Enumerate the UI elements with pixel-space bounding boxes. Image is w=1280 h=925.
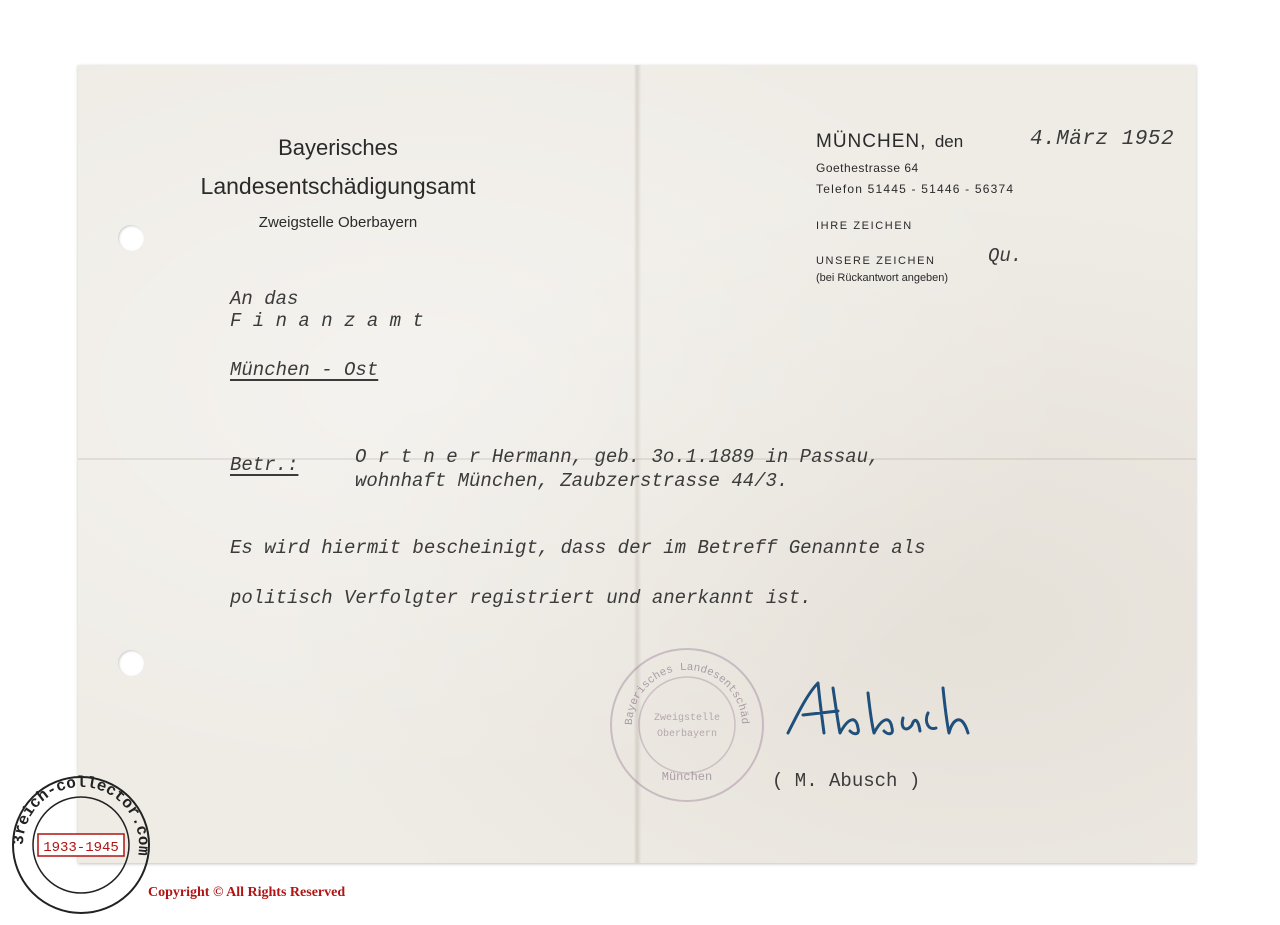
- unsere-zeichen-label: UNSERE ZEICHEN: [816, 255, 936, 267]
- letter-paper: [78, 65, 1196, 863]
- ihre-zeichen-label: IHRE ZEICHEN: [816, 220, 913, 232]
- subject-label: Betr.:: [230, 454, 299, 476]
- header-address: Goethestrasse 64: [816, 161, 919, 175]
- body-line-1: Es wird hiermit bescheinigt, dass der im Betreff Genannte als: [230, 537, 926, 559]
- sender-line-1: Bayerisches: [278, 135, 398, 160]
- punch-hole-top: [118, 225, 144, 251]
- recipient-line-2: F i n a n z a m t: [230, 310, 424, 332]
- subject-line-2: wohnhaft München, Zaubzerstrasse 44/3.: [355, 470, 789, 492]
- header-phone: Telefon 51445 - 51446 - 56374: [816, 182, 1015, 196]
- stamp-graphic: [612, 650, 762, 800]
- stamp-center-2: Oberbayern: [656, 729, 718, 740]
- unsere-zeichen-value: Qu.: [988, 245, 1023, 267]
- office-stamp: [610, 648, 764, 802]
- subject-line-1: O r t n e r Hermann, geb. 3o.1.1889 in Passau,: [355, 446, 880, 468]
- signature-name: ( M. Abusch ): [772, 770, 921, 792]
- reply-note: (bei Rückantwort angeben): [816, 272, 949, 284]
- signature-scribble: [778, 673, 988, 753]
- header-den: den: [934, 132, 964, 151]
- collector-watermark: [6, 770, 156, 920]
- header-city-line: [816, 131, 963, 153]
- sender-line-3: Zweigstelle Oberbayern: [258, 214, 418, 231]
- recipient-line-1: An das: [230, 288, 299, 310]
- body-line-2: politisch Verfolgter registriert und anerkannt ist.: [230, 587, 812, 609]
- sender-block: [168, 135, 508, 231]
- stamp-ring-text: Bayerisches Landesentschäd: [623, 661, 751, 726]
- watermark-years: 1933-1945: [43, 840, 119, 856]
- recipient-line-3: München - Ost: [230, 359, 379, 381]
- header-city: MÜNCHEN,: [816, 131, 927, 152]
- watermark-logo: [6, 770, 156, 920]
- stamp-bottom: München: [661, 770, 713, 784]
- stamp-center-1: Zweigstelle: [653, 713, 721, 724]
- punch-hole-bottom: [118, 650, 144, 676]
- sender-line-2: Landesentschädigungsamt: [200, 173, 476, 199]
- copyright-notice: Copyright © All Rights Reserved: [148, 885, 346, 900]
- watermark-ring-text: 3reich-collector.com: [9, 773, 153, 857]
- date-typed: 4.März 1952: [1030, 128, 1175, 151]
